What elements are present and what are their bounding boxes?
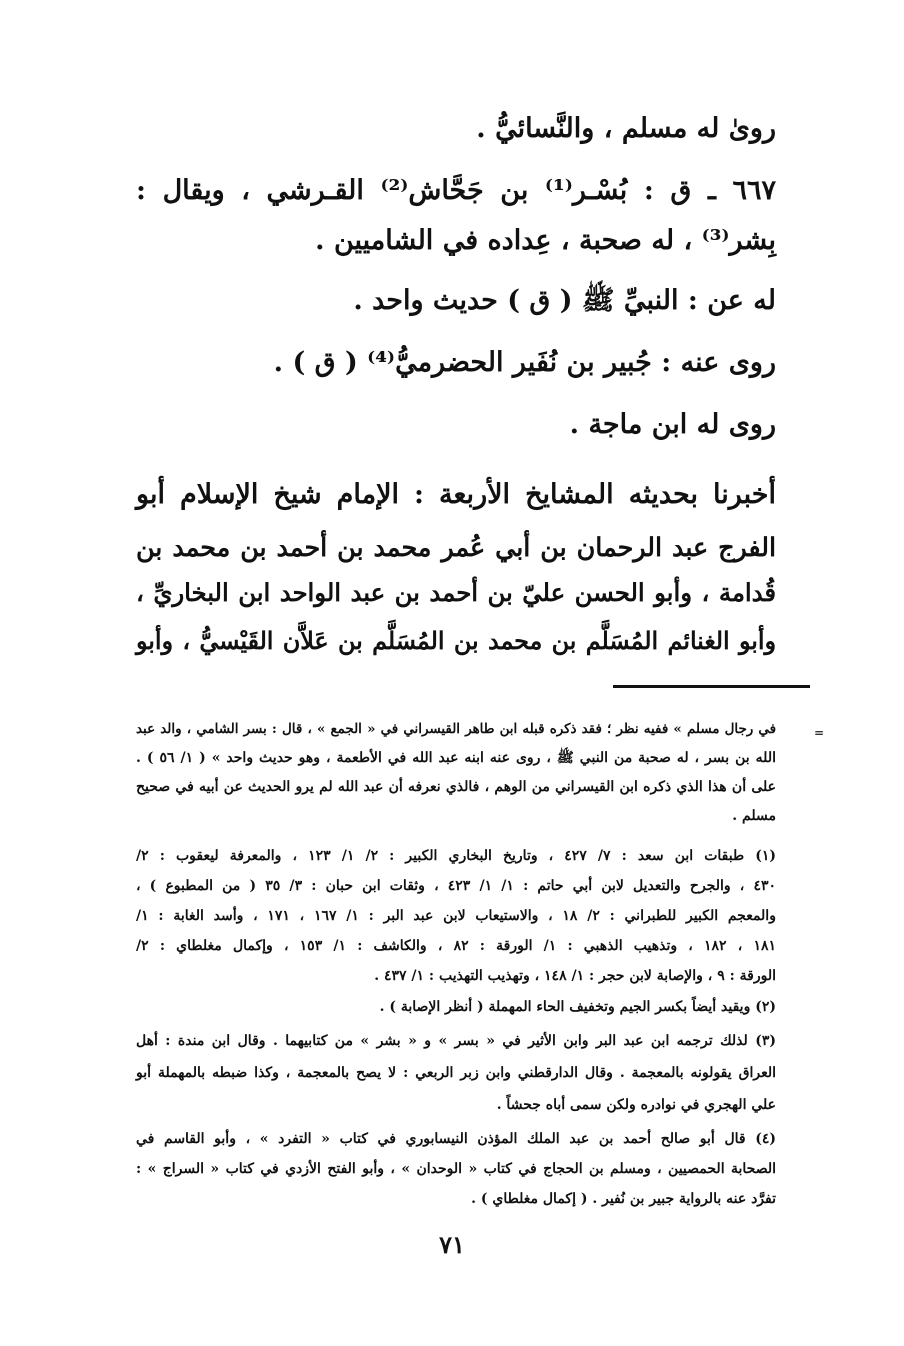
main-line-4: له عن : النبيِّ ﷺ ( ق ) حديث واحد . <box>353 285 776 316</box>
main-line-7: أخبرنا بحديثه المشايخ الأربعة : الإمام شيخ الإسلام أبو <box>136 479 776 510</box>
main-line-1: روىٰ له مسلم ، والنَّسائيُّ . <box>476 113 776 144</box>
entry-heading-line: ٦٦٧ ـ ق : بُسْـر⁽¹⁾ بن جَحَّاش⁽²⁾ القـرشي ، ويقال : <box>136 175 776 206</box>
footnote-line: مسلم . <box>732 808 776 824</box>
footnote-1-line: الورقة : ٩ ، والإصابة لابن حجر : ١/ ١٤٨ ، وتهذيب التهذيب : ١/ ٤٣٧ . <box>374 968 776 984</box>
footnote-4-line: تفرَّد عنه بالرواية جبير بن نُفير . ( إكمال مغلطاي ) . <box>471 1191 776 1207</box>
main-line-8: الفرج عبد الرحمان بن أبي عُمر محمد بن أحمد بن محمد بن <box>136 532 776 562</box>
footnote-line: على أن هذا الذي ذكره ابن القيسراني من الوهم ، فالذي نعرفه أن عبد الله لم يرو الحديث عن أبيه في صحيح <box>136 779 776 795</box>
main-line-3: بِشر⁽³⁾ ، له صحبة ، عِداده في الشاميين . <box>315 225 776 256</box>
footnote-1-line: (١) طبقات ابن سعد : ٧/ ٤٢٧ ، وتاريخ البخاري الكبير : ٢/ ١/ ١٢٣ ، والمعرفة ليعقوب : ٢/ <box>136 848 776 864</box>
main-line-6: روى له ابن ماجة . <box>569 409 776 440</box>
footnote-line: في رجال مسلم » ففيه نظر ؛ فقد ذكره قبله ابن طاهر القيسراني في « الجمع » ، قال : بسر الشامي ، والد عبد <box>136 721 776 737</box>
footnote-1-line: ١٨١ ، ١٨٢ ، وتذهيب الذهبي : ١/ الورقة : ٨٢ ، والكاشف : ١/ ١٥٣ ، وإكمال مغلطاي : ٢/ <box>136 938 776 954</box>
footnote-3-line: علي الهجري في نوادره ولكن سمى أباه جحشاً . <box>496 1097 776 1113</box>
footnote-4-line: الصحابة الحمصيين ، ومسلم بن الحجاج في كتاب « الوحدان » ، وأبو الفتح الأزدي في كتاب « السراج » : <box>136 1161 776 1177</box>
footnote-1-line: والمعجم الكبير للطبراني : ٢/ ١٨ ، والاستيعاب لابن عبد البر : ١/ ١٦٧ ، ١٧١ ، وأسد الغابة : ١/ <box>136 908 776 924</box>
continuation-marker: = <box>814 726 825 740</box>
page-number: ٧١ <box>439 1230 465 1259</box>
footnote-2: (٢) ويقيد أيضاً بكسر الجيم وتخفيف الحاء المهملة ( أنظر الإصابة ) . <box>379 999 776 1015</box>
footnote-4-line: (٤) قال أبو صالح أحمد بن عبد الملك المؤذن النيسابوري في كتاب « التفرد » ، وأبو القاسم في <box>136 1131 776 1147</box>
main-line-10: وأبو الغنائم المُسَلَّم بن محمد بن المُسَلَّم بن عَلاَّن القَيْسيُّ ، وأبو <box>136 627 776 655</box>
footnote-separator <box>613 685 810 688</box>
footnote-line: الله بن بسر ، له صحبة من النبي ﷺ ، روى عنه ابنه عبد الله في الأطعمة ، وهو حديث واحد » ( ١/ ٥٦ ) . <box>136 750 776 766</box>
footnote-1-line: ٤٣٠ ، والجرح والتعديل لابن أبي حاتم : ١/ ١/ ٤٢٣ ، وثقات ابن حبان : ٣/ ٣٥ ( من المطبوع ) ، <box>136 878 777 894</box>
main-line-9: قُدامة ، وأبو الحسن عليّ بن أحمد بن عبد الواحد ابن البخاريِّ ، <box>136 578 776 607</box>
footnote-3-line: (٣) لذلك ترجمه ابن عبد البر وابن الأثير في « بسر » و « بشر » من كتابيهما . وقال ابن مندة : أهل <box>136 1033 776 1049</box>
main-line-5: روى عنه : جُبير بن نُفَير الحضرميُّ⁽⁴⁾ ( ق ) . <box>273 347 776 378</box>
footnote-3-line: العراق يقولونه بالمعجمة . وقال الدارقطني وابن زبر الربعي : لا يصح بالمعجمة ، وكذا ضبطه بالمهملة أبو <box>136 1065 776 1081</box>
